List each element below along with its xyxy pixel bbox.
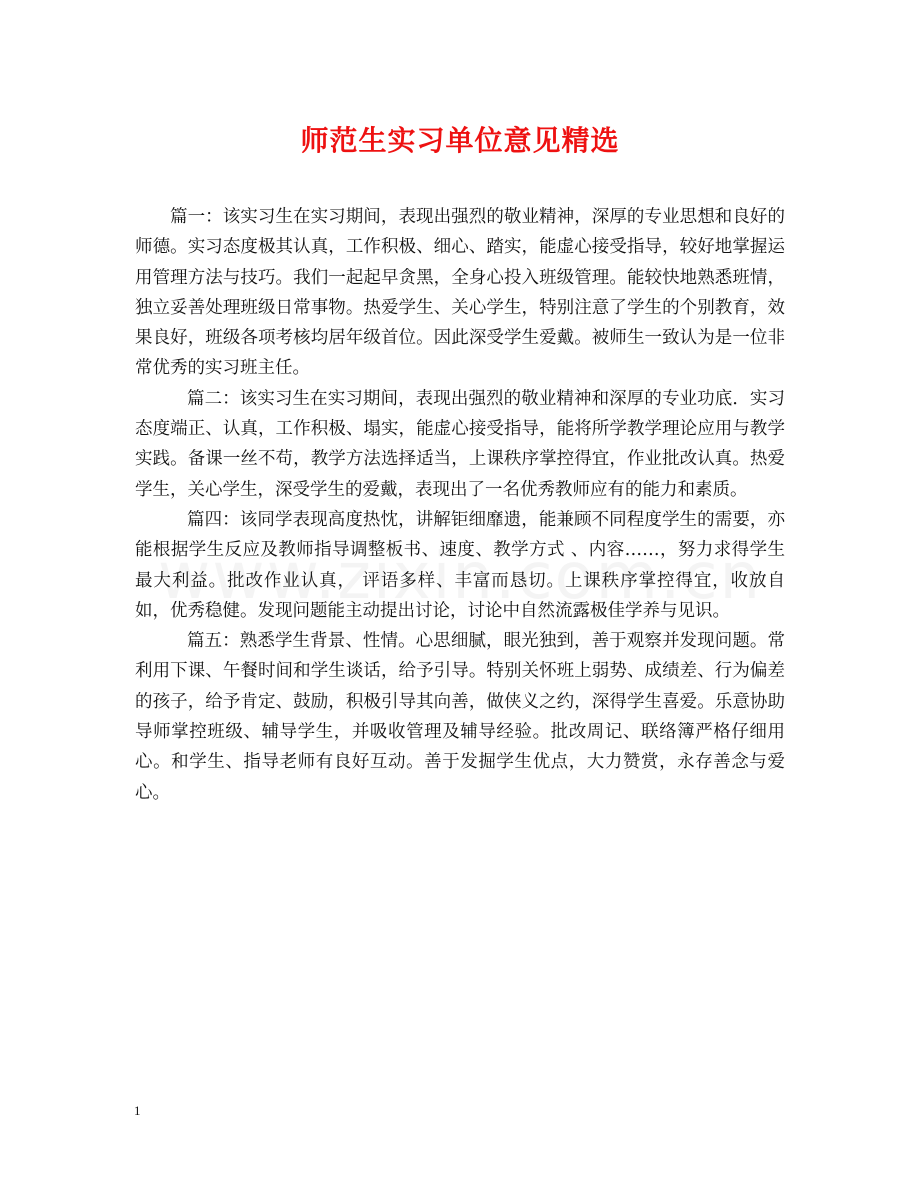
paragraph-2: 篇二：该实习生在实习期间，表现出强烈的敬业精神和深厚的专业功底．实习态度端正、认真，工作积极、塌实，能虚心接受指导，能将所学教学理论应用与教学实践。备课一丝不苟，教学方法选择适当，上课秩序掌控得宜，作业批改认真。热爱学生，关心学生，深受学生的爱戴，表现出了一名优秀教师应有的能力和素质。 — [135, 388, 785, 500]
document-body — [135, 202, 785, 808]
document-title: 师范生实习单位意见精选 — [300, 124, 620, 157]
page-number: 1 — [134, 1103, 141, 1118]
paragraph-1: 篇一：该实习生在实习期间，表现出强烈的敬业精神，深厚的专业思想和良好的师德。实习态度极其认真，工作积极、细心、踏实，能虚心接受指导，较好地掌握运用管理方法与技巧。我们一起起早贪黑，全身心投入班级管理。能较快地熟悉班情，独立妥善处理班级日常事物。热爱学生、关心学生，特别注意了学生的个别教育，效果良好，班级各项考核均居年级首位。因此深受学生爱戴。被师生一致认为是一位非常优秀的实习班主任。 — [135, 207, 785, 379]
paragraph-4: 篇五：熟悉学生背景、性情。心思细腻，眼光独到，善于观察并发现问题。常利用下课、午餐时间和学生谈话，给予引导。特别关怀班上弱势、成绩差、行为偏差的孩子，给予肯定、鼓励，积极引导其向善，做侠义之约，深得学生喜爱。乐意协助导师掌控班级、辅导学生，并吸收管理及辅导经验。批改周记、联络簿严格仔细用心。和学生、指导老师有良好互动。善于发掘学生优点，大力赞赏，永存善念与爱心。 — [135, 631, 785, 803]
paragraph-3: 篇四：该同学表现高度热忱，讲解钜细靡遗，能兼顾不同程度学生的需要，亦能根据学生反应及教师指导调整板书、速度、教学方式 、内容……，努力求得学生最大利益。批改作业认真， 评语多样、丰富而恳切。上课秩序掌控得宜，收放自如，优秀稳健。发现问题能主动提出讨论，讨论中自然流露极佳学养与见识。 — [135, 509, 785, 621]
